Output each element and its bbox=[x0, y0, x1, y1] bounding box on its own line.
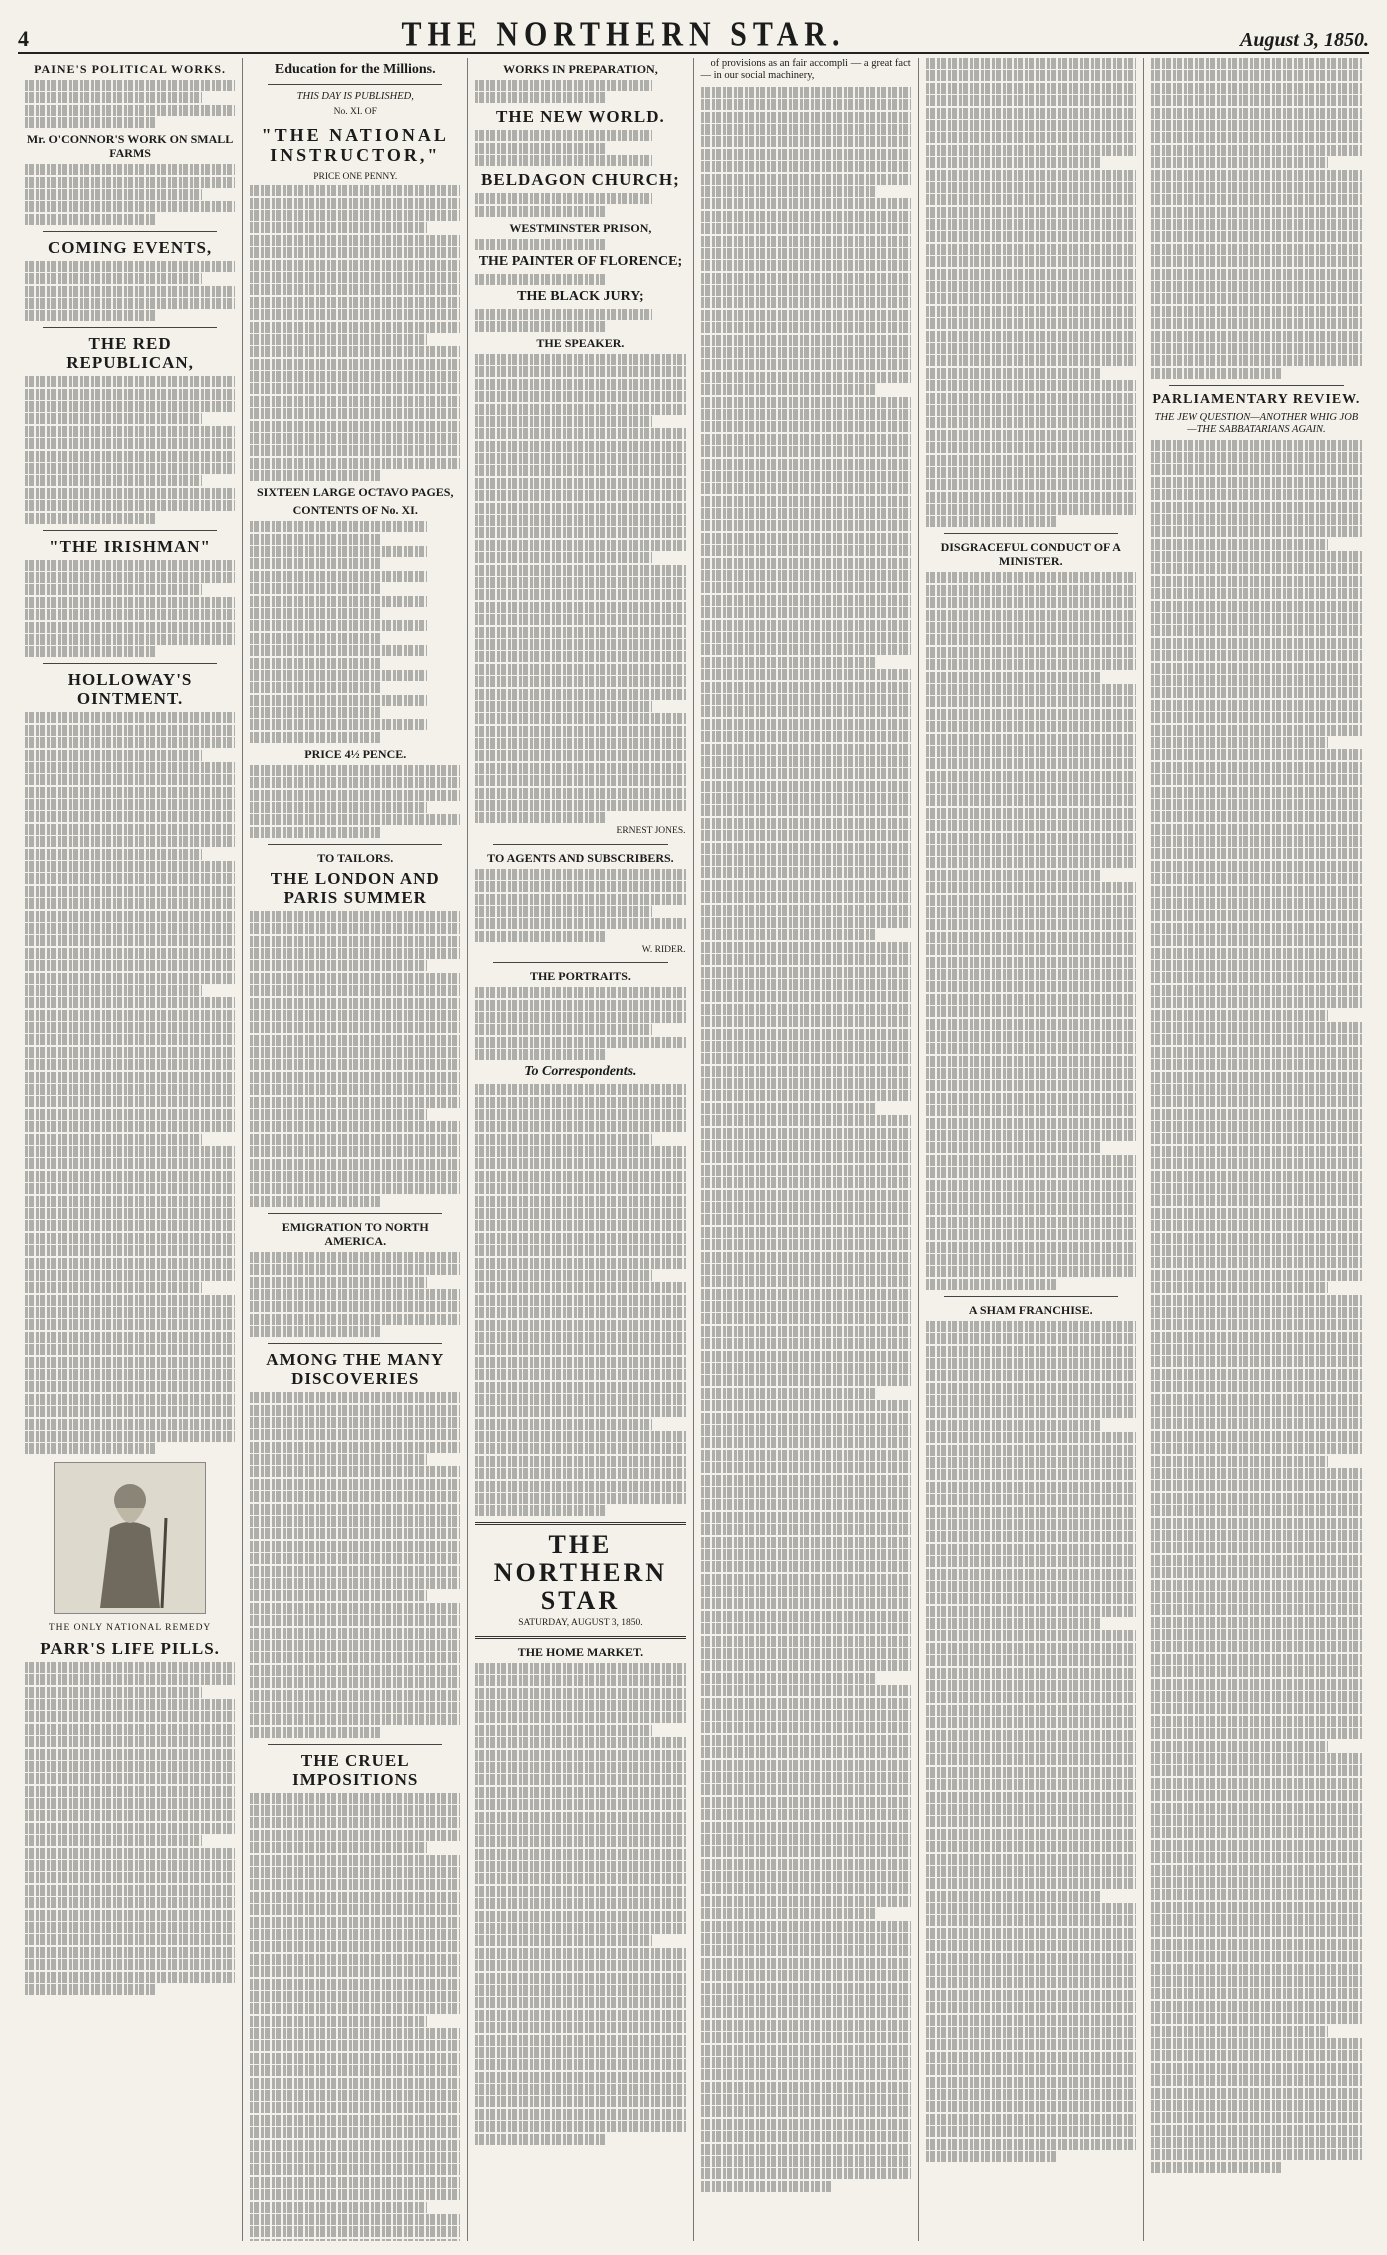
column-2 bbox=[243, 58, 468, 2241]
issue-number: No. XI. OF bbox=[333, 107, 377, 118]
ad-heading: THE LONDON AND PARIS SUMMER bbox=[270, 868, 440, 907]
article-body bbox=[475, 1663, 685, 2145]
article-body bbox=[926, 572, 1136, 1289]
ad-heading: "THE IRISHMAN" bbox=[49, 536, 211, 556]
ad-body bbox=[250, 521, 460, 743]
article-heading: DISGRACEFUL CONDUCT OF A MINISTER. bbox=[940, 540, 1121, 569]
ad-body bbox=[250, 1793, 460, 2241]
article-body bbox=[1151, 58, 1362, 379]
ad-body bbox=[250, 1252, 460, 1337]
divider bbox=[493, 844, 667, 845]
publication-name: "THE NATIONAL INSTRUCTOR," bbox=[261, 124, 449, 165]
ad-body bbox=[475, 274, 685, 285]
ad-body bbox=[475, 239, 685, 250]
article-body bbox=[926, 58, 1136, 527]
editorial-date: SATURDAY, AUGUST 3, 1850. bbox=[518, 1618, 643, 1629]
article-heading: THE HOME MARKET. bbox=[517, 1644, 644, 1659]
divider bbox=[43, 530, 217, 531]
article-columns bbox=[18, 58, 1369, 2241]
ad-body bbox=[250, 1392, 460, 1738]
signature: W. RIDER. bbox=[641, 944, 686, 955]
article-body bbox=[926, 1321, 1136, 2162]
ad-heading: CONTENTS OF No. XI. bbox=[292, 503, 418, 518]
ad-body bbox=[25, 261, 235, 322]
divider bbox=[475, 1636, 685, 1639]
old-parr-illustration bbox=[54, 1462, 206, 1614]
ad-body bbox=[250, 185, 460, 481]
article-text: of provisions as an fair accompli — a great fact — in our social machinery, bbox=[700, 58, 911, 82]
ad-body bbox=[250, 765, 460, 838]
letter-body bbox=[475, 354, 685, 823]
work-title: THE BLACK JURY; bbox=[517, 288, 644, 304]
notice-heading: TO AGENTS AND SUBSCRIBERS. bbox=[487, 850, 674, 865]
notice-heading: THE PORTRAITS. bbox=[529, 969, 631, 984]
ad-body bbox=[475, 80, 685, 103]
masthead bbox=[18, 8, 1369, 54]
article-subheading: THE JEW QUESTION—ANOTHER WHIG JOB —THE SABBATARIANS AGAIN. bbox=[1154, 411, 1359, 436]
ad-body bbox=[25, 80, 235, 128]
ad-heading: HOLLOWAY'S OINTMENT. bbox=[67, 670, 193, 709]
divider bbox=[944, 1296, 1118, 1297]
correspondents-body bbox=[475, 1084, 685, 1516]
divider bbox=[268, 1343, 442, 1344]
divider bbox=[944, 533, 1118, 534]
ad-body bbox=[25, 376, 235, 523]
notice-body bbox=[475, 987, 685, 1060]
article-body bbox=[1151, 440, 1362, 2173]
ad-heading: SIXTEEN LARGE OCTAVO PAGES, bbox=[257, 485, 454, 500]
ad-heading: PAINE'S POLITICAL WORKS. bbox=[34, 62, 227, 76]
work-title: THE SPEAKER. bbox=[536, 335, 625, 350]
work-title: THE PAINTER OF FLORENCE; bbox=[478, 253, 683, 269]
ad-heading: THE RED REPUBLICAN, bbox=[66, 334, 194, 373]
article-heading: A SHAM FRANCHISE. bbox=[968, 1302, 1093, 1317]
publication-title bbox=[250, 125, 460, 165]
ad-subheading: THIS DAY IS PUBLISHED, bbox=[296, 91, 414, 102]
divider bbox=[493, 962, 667, 963]
divider bbox=[43, 663, 217, 664]
ad-heading: PARR'S LIFE PILLS. bbox=[40, 1638, 220, 1658]
ad-body bbox=[25, 1662, 235, 1995]
correspondents-heading: To Correspondents. bbox=[524, 1064, 637, 1080]
divider bbox=[43, 327, 217, 328]
editorial-paper-title: THE NORTHERN STAR bbox=[493, 1530, 668, 1616]
ad-heading: WORKS IN PREPARATION, bbox=[503, 62, 658, 76]
work-title: THE NEW WORLD. bbox=[496, 107, 665, 127]
old-man-figure-icon bbox=[70, 1468, 190, 1608]
divider bbox=[268, 1744, 442, 1745]
ad-body bbox=[25, 164, 235, 225]
editorial-masthead bbox=[475, 1531, 685, 1629]
issue-date: August 3, 1850. bbox=[1240, 29, 1369, 51]
divider bbox=[268, 84, 442, 85]
ad-heading: TO TAILORS. bbox=[317, 850, 394, 865]
divider bbox=[268, 1213, 442, 1214]
ad-heading: THE CRUEL IMPOSITIONS bbox=[292, 1750, 419, 1789]
ad-heading: Mr. O'CONNOR'S WORK ON SMALL FARMS bbox=[26, 132, 234, 161]
ad-body bbox=[25, 560, 235, 658]
page-number: 4 bbox=[18, 26, 29, 51]
column-6 bbox=[1144, 58, 1369, 2241]
article-body bbox=[701, 87, 911, 2192]
article-heading: PARLIAMENTARY REVIEW. bbox=[1152, 391, 1361, 407]
divider bbox=[268, 844, 442, 845]
ad-heading: Education for the Millions. bbox=[274, 62, 436, 77]
ad-body bbox=[475, 130, 685, 166]
column-1 bbox=[18, 58, 243, 2241]
divider bbox=[43, 231, 217, 232]
ad-heading: PRICE 4½ PENCE. bbox=[304, 746, 407, 761]
work-title: BELDAGON CHURCH; bbox=[481, 170, 680, 190]
work-title: WESTMINSTER PRISON, bbox=[509, 220, 652, 235]
divider bbox=[475, 1522, 685, 1525]
divider bbox=[1169, 385, 1344, 386]
ad-heading: EMIGRATION TO NORTH AMERICA. bbox=[281, 1219, 429, 1248]
column-4 bbox=[694, 58, 919, 2241]
column-3 bbox=[468, 58, 693, 2241]
illustration-caption: THE ONLY NATIONAL REMEDY bbox=[48, 1623, 212, 1634]
notice-body bbox=[475, 869, 685, 942]
column-5 bbox=[919, 58, 1144, 2241]
ad-heading: AMONG THE MANY DISCOVERIES bbox=[266, 1350, 445, 1389]
ad-heading: COMING EVENTS, bbox=[47, 237, 213, 257]
signature: ERNEST JONES. bbox=[616, 826, 686, 837]
price-note: PRICE ONE PENNY. bbox=[313, 171, 398, 182]
ad-body bbox=[250, 911, 460, 1207]
ad-body bbox=[475, 193, 685, 216]
ad-body bbox=[475, 309, 685, 332]
ad-body bbox=[25, 712, 235, 1454]
paper-name: THE NORTHERN STAR. bbox=[401, 15, 846, 54]
